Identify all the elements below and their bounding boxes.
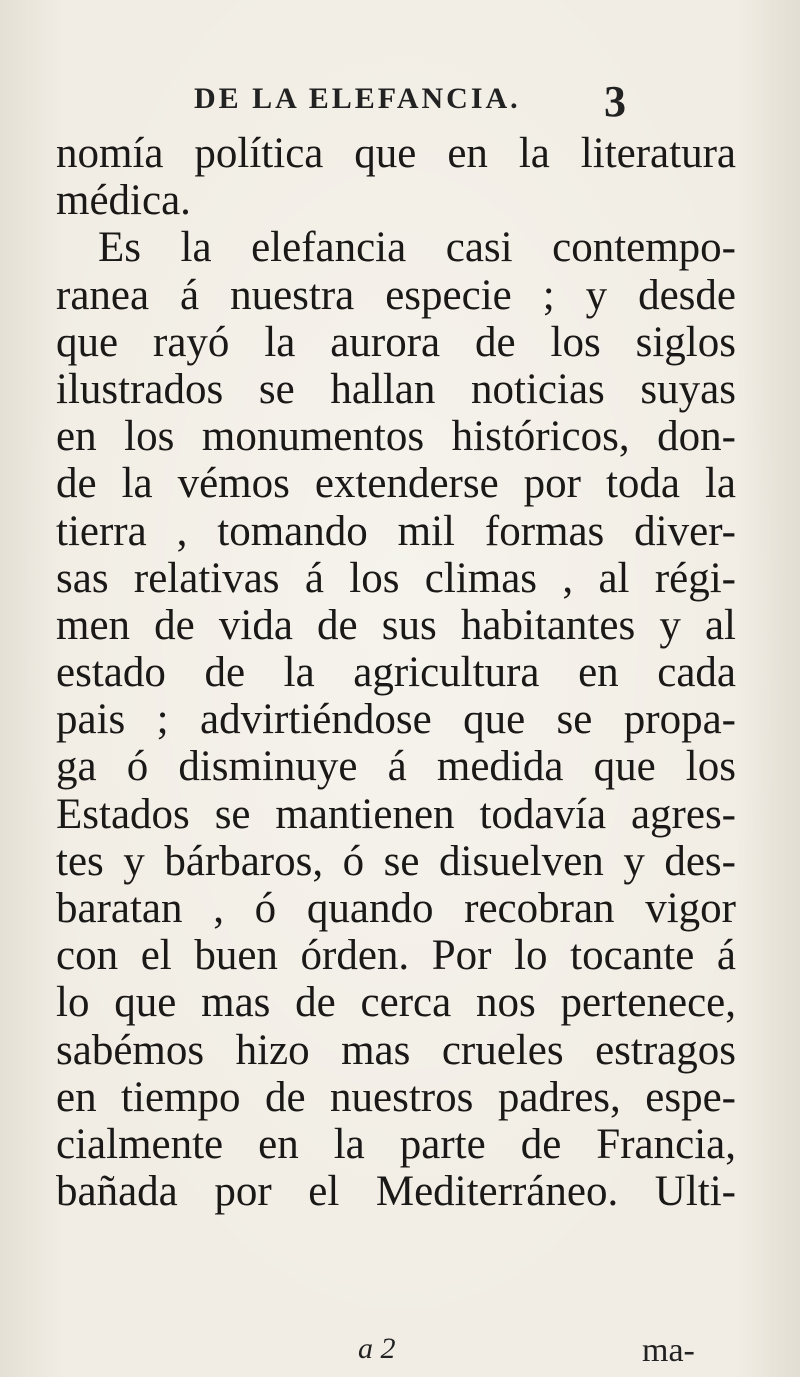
text-line: de la vémos extenderse por toda la: [56, 460, 736, 508]
text-line: médica.: [56, 177, 191, 225]
text-line: con el buen órden. Por lo tocante á: [56, 932, 736, 980]
text-line: que rayó la aurora de los siglos: [56, 318, 736, 366]
text-line: Estados se mantienen todavía agres-: [56, 790, 736, 838]
text-line: bañada por el Mediterráneo. Ulti-: [56, 1168, 736, 1216]
text-line: sas relativas á los climas , al régi-: [56, 554, 736, 602]
text-line: estado de la agricultura en cada: [56, 649, 736, 697]
text-line: tes y bárbaros, ó se disuelven y des-: [56, 837, 736, 885]
running-head: [0, 76, 800, 126]
text-line: pais ; advirtiéndose que se propa-: [56, 696, 736, 744]
text-line: en los monumentos históricos, don-: [56, 413, 736, 461]
catchword: ma-: [642, 1332, 695, 1369]
text-line: lo que mas de cerca nos pertenece,: [56, 979, 736, 1027]
text-line: ilustrados se hallan noticias suyas: [56, 365, 736, 413]
text-line: en tiempo de nuestros padres, espe-: [56, 1073, 736, 1121]
text-line: ranea á nuestra especie ; y desde: [56, 271, 736, 319]
text-line: sabémos hizo mas crueles estragos: [56, 1026, 736, 1074]
body-text: [56, 130, 736, 1215]
text-line: baratan , ó quando recobran vigor: [56, 885, 736, 932]
text-line: tierra , tomando mil formas diver-: [56, 507, 736, 555]
running-head-title: DE LA ELEFANCIA.: [194, 82, 521, 115]
text-line: ga ó disminuye á medida que los: [56, 743, 736, 791]
text-line: nomía política que en la literatura: [56, 130, 736, 177]
signature-mark: a 2: [358, 1332, 396, 1365]
page-number: 3: [604, 77, 626, 126]
text-line: men de vida de sus habitantes y al: [56, 601, 736, 649]
text-line: Es la elefancia casi contempo-: [98, 224, 736, 272]
text-line: cialmente en la parte de Francia,: [56, 1120, 736, 1168]
page-footer: [0, 1332, 800, 1372]
